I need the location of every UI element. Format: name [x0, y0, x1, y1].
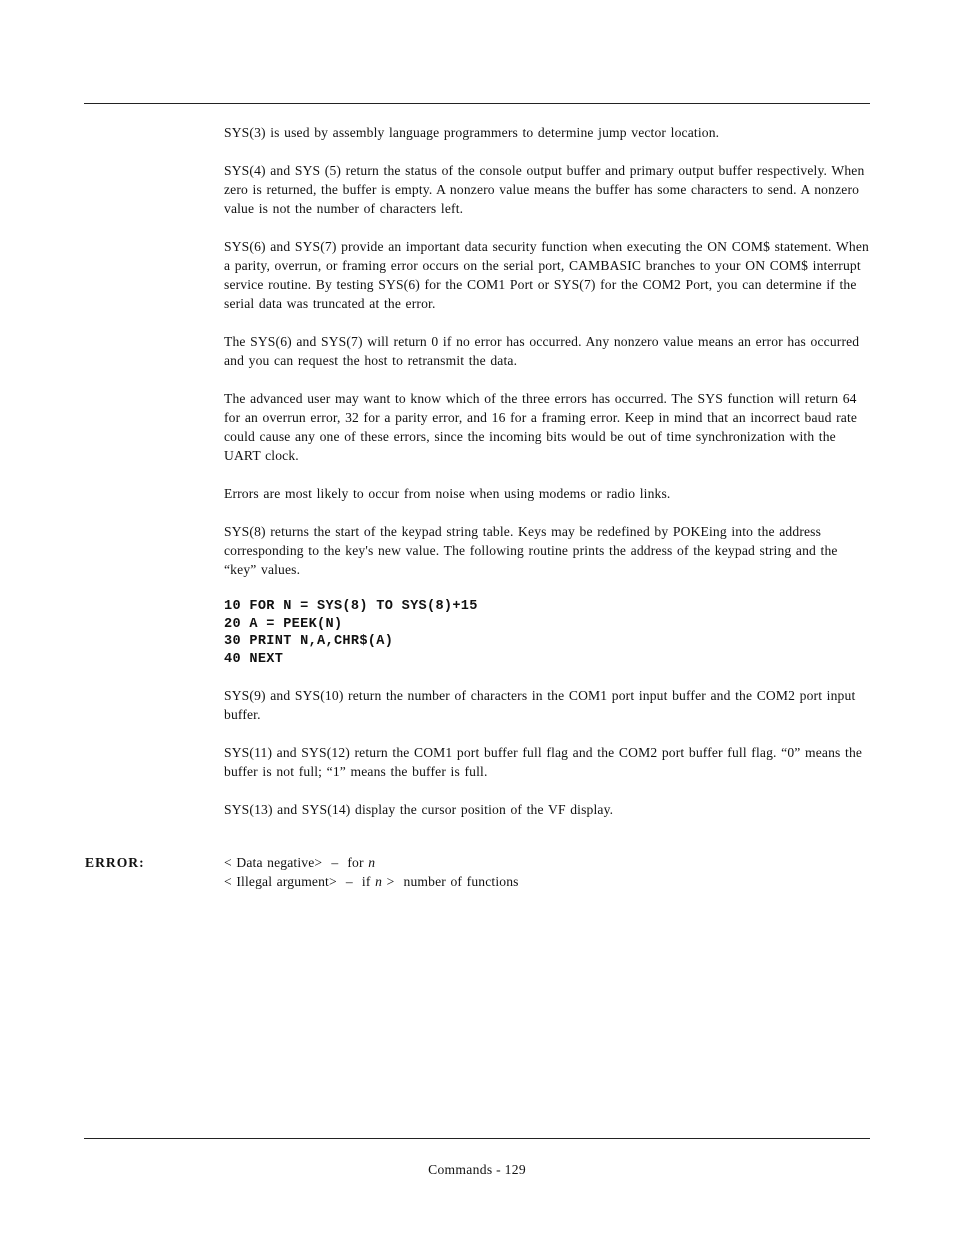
error-list [224, 853, 824, 891]
error-text: < Data negative> – for [224, 855, 369, 870]
paragraph-sys6-sys7: SYS(6) and SYS(7) provide an important data security function when executing the ON COM$ statement. When a parity, overrun, or framing error occurs on the serial port, CAMBASIC branches to your ON COM$ interrupt service routine. By testing SYS(6) for the COM1 Port or SYS(7) for the COM2 Port, you can determine if the serial data was truncated at the error. [224, 239, 869, 311]
paragraph-sys4-sys5: SYS(4) and SYS (5) return the status of the console output buffer and primary output buffer respectively. When zero is returned, the buffer is empty. A nonzero value means the buffer has some characters to send. A nonzero value is not the number of characters left. [224, 163, 865, 216]
code-listing [224, 598, 872, 668]
paragraph-sys6-sys7-return: The SYS(6) and SYS(7) will return 0 if no error has occurred. Any nonzero value means an error has occurred and you can request the host to retransmit the data. [224, 334, 860, 368]
error-variable: n [375, 874, 383, 889]
paragraph-advanced-user: The advanced user may want to know which of the three errors has occurred. The SYS function will return 64 for an overrun error, 32 for a parity error, and 16 for a framing error. Keep in mind that an incorrect baud rate could cause any one of these errors, since the incoming bits would be out of time synchronization with the UART clock. [224, 391, 858, 463]
paragraph-sys3: SYS(3) is used by assembly language programmers to determine jump vector location. [224, 125, 720, 140]
page-footer: Commands - 129 [428, 1162, 526, 1177]
paragraph-sys8: SYS(8) returns the start of the keypad string table. Keys may be redefined by POKEing into the address corresponding to the key's new value. The following routine prints the address of the keypad string and the “key” values. [224, 524, 838, 577]
error-label: ERROR: [85, 855, 145, 870]
footer-rule [84, 1138, 870, 1139]
code-line: 20 A = PEEK(N) [224, 616, 343, 632]
main-content [224, 123, 872, 838]
paragraph-sys9-sys10: SYS(9) and SYS(10) return the number of characters in the COM1 port input buffer and the COM2 port input buffer. [224, 688, 856, 722]
error-item [224, 853, 824, 872]
code-line: 40 NEXT [224, 651, 284, 667]
error-text: > number of functions [382, 874, 519, 889]
paragraph-sys13-sys14: SYS(13) and SYS(14) display the cursor position of the VF display. [224, 802, 614, 817]
header-rule [84, 103, 870, 104]
paragraph-errors-noise: Errors are most likely to occur from noise when using modems or radio links. [224, 486, 671, 501]
code-line: 10 FOR N = SYS(8) TO SYS(8)+15 [224, 599, 478, 614]
error-item [224, 872, 824, 891]
error-text: < Illegal argument> – if [224, 874, 376, 889]
error-variable: n [368, 855, 376, 870]
code-line: 30 PRINT N,A,CHR$(A) [224, 634, 394, 649]
paragraph-sys11-sys12: SYS(11) and SYS(12) return the COM1 port buffer full flag and the COM2 port buffer full flag. “0” means the buffer is not full; “1” means the buffer is full. [224, 745, 863, 779]
